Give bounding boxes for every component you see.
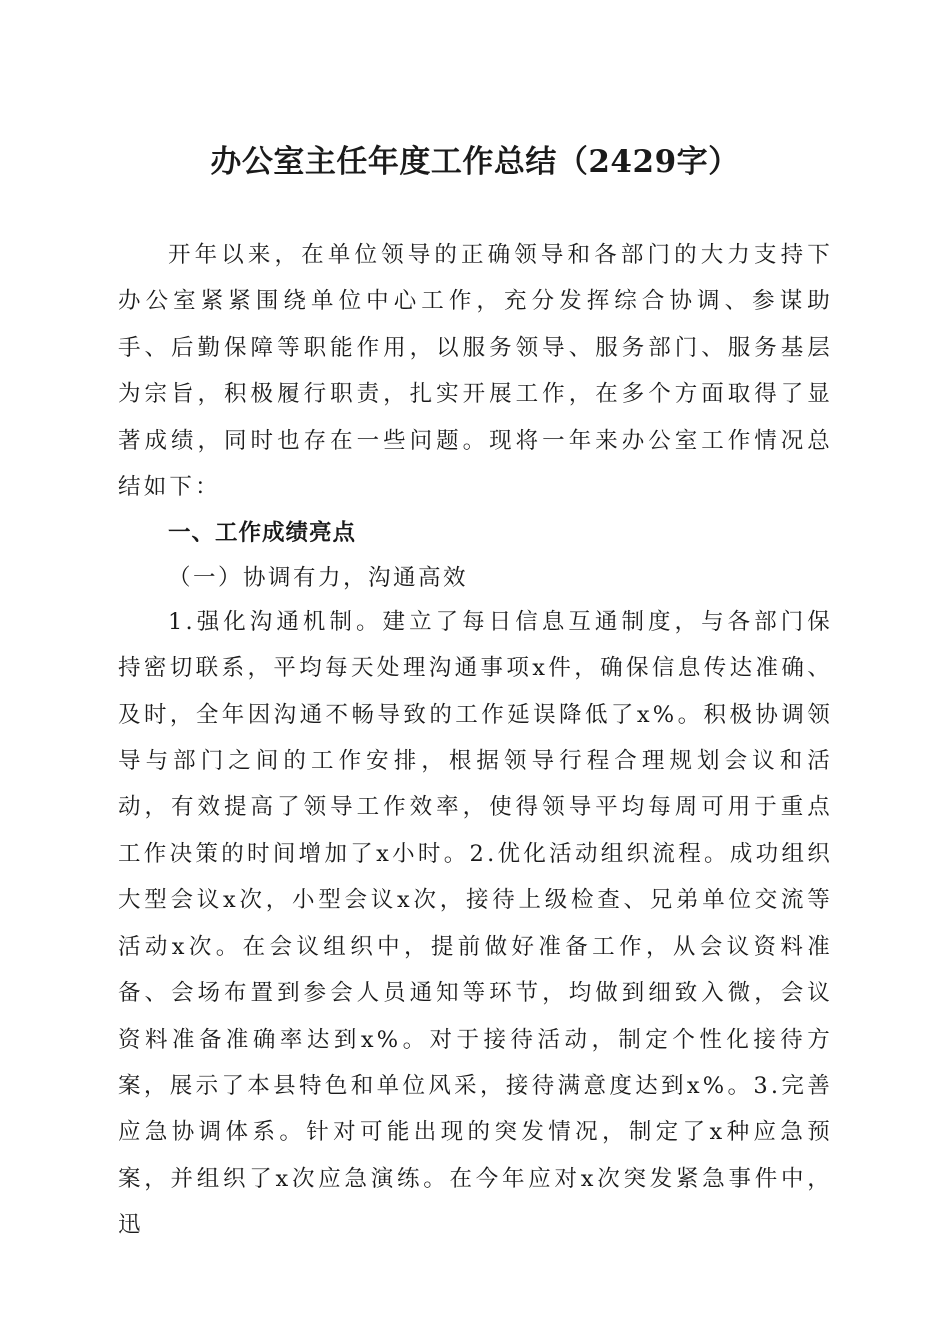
section-heading: 一、工作成绩亮点 [168,520,357,547]
intro-paragraph: 开年以来，在单位领导的正确领导和各部门的大力支持下办公室紧紧围绕单位中心工作，充分发挥综合协调、参谋助手、后勤保障等职能作用，以服务领导、服务部门、服务基层为宗旨，积极履行职责，扎实开展工作，在多个方面取得了显著成绩，同时也存在一些问题。现将一年来办公室工作情况总结如下： [118,242,833,501]
body-paragraph: 1.强化沟通机制。建立了每日信息互通制度，与各部门保持密切联系，平均每天处理沟通事项x件，确保信息传达准确、及时，全年因沟通不畅导致的工作延误降低了x%。积极协调领导与部门之间的工作安排，根据领导行程合理规划会议和活动，有效提高了领导工作效率，使得领导平均每周可用于重点工作决策的时间增加了x小时。2.优化活动组织流程。成功组织大型会议x次，小型会议x次，接待上级检查、兄弟单位交流等活动x次。在会议组织中，提前做好准备工作，从会议资料准备、会场布置到参会人员通知等环节，均做到细致入微，会议资料准备准确率达到x%。对于接待活动，制定个性化接待方案，展示了本县特色和单位风采，接待满意度达到x%。3.完善应急协调体系。针对可能出现的突发情况，制定了x种应急预案，并组织了x次应急演练。在今年应对x次突发紧急事件中，迅 [118,608,833,1239]
subsection-heading: （一）协调有力，沟通高效 [168,564,469,591]
document-body [118,232,833,1249]
document-title: 办公室主任年度工作总结（2429字） [210,144,740,180]
